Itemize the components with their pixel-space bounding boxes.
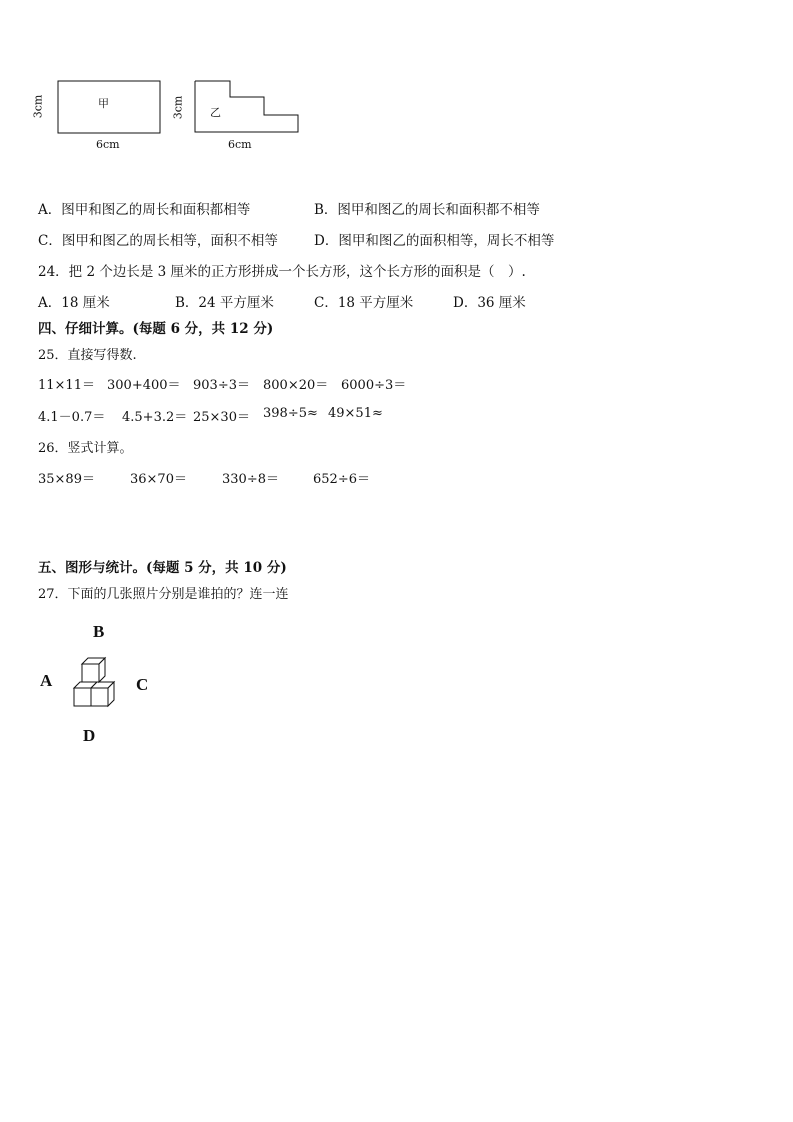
figure-jia-name: 甲	[98, 97, 109, 110]
section-5-title: 五、图形与统计。(每题 5 分，共 10 分)	[38, 560, 287, 576]
figure-yi-height-label: 3cm	[171, 95, 185, 120]
q23-option-d: D．图甲和图乙的面积相等，周长不相等	[314, 233, 555, 249]
q23-option-c: C．图甲和图乙的周长相等，面积不相等	[38, 233, 278, 249]
q23-option-b: B．图甲和图乙的周长和面积都不相等	[314, 202, 540, 218]
figure-jia-height-label: 3cm	[31, 94, 45, 119]
q26-item: 652÷6＝	[313, 472, 370, 487]
q25-item: 398÷5≈	[263, 406, 318, 421]
q26-item: 35×89＝	[38, 472, 95, 487]
section-4-title: 四、仔细计算。(每题 6 分，共 12 分)	[38, 321, 274, 337]
q25-item: 11×11＝	[38, 378, 95, 393]
q24-option-a: A．18 厘米	[38, 295, 110, 311]
q27-stem: 27．下面的几张照片分别是谁拍的？连一连	[38, 587, 289, 602]
figure-jia-rect	[55, 78, 165, 138]
figure-yi-name: 乙	[210, 106, 221, 119]
q25-item: 49×51≈	[328, 406, 383, 421]
q25-item: 25×30＝	[193, 410, 250, 425]
q25-item: 300+400＝	[107, 378, 181, 393]
q25-item: 903÷3＝	[193, 378, 250, 393]
q24-option-c: C．18 平方厘米	[314, 295, 414, 311]
q26-item: 36×70＝	[130, 472, 187, 487]
q25-item: 4.1－0.7＝	[38, 410, 106, 425]
q23-option-a: A．图甲和图乙的周长和面积都相等	[38, 202, 251, 218]
q24-stem: 24．把 2 个边长是 3 厘米的正方形拼成一个长方形，这个长方形的面积是（ ）.	[38, 264, 526, 280]
figure-jia-width-label: 6cm	[96, 138, 120, 151]
q27-label-c: C	[136, 675, 149, 694]
q25-item: 4.5+3.2＝	[122, 410, 188, 425]
figure-yi-width-label: 6cm	[228, 138, 252, 151]
q24-option-d: D．36 厘米	[453, 295, 526, 311]
q25-item: 6000÷3＝	[341, 378, 407, 393]
q27-label-a: A	[40, 671, 53, 690]
q26-stem: 26．竖式计算。	[38, 441, 133, 456]
q25-item: 800×20＝	[263, 378, 329, 393]
q27-label-d: D	[83, 726, 96, 745]
q24-option-b: B．24 平方厘米	[175, 295, 274, 311]
figure-yi-staircase	[192, 78, 302, 138]
q27-label-b: B	[93, 622, 105, 641]
q26-item: 330÷8＝	[222, 472, 279, 487]
cube-stack-figure	[72, 656, 122, 711]
q25-stem: 25．直接写得数.	[38, 348, 137, 363]
